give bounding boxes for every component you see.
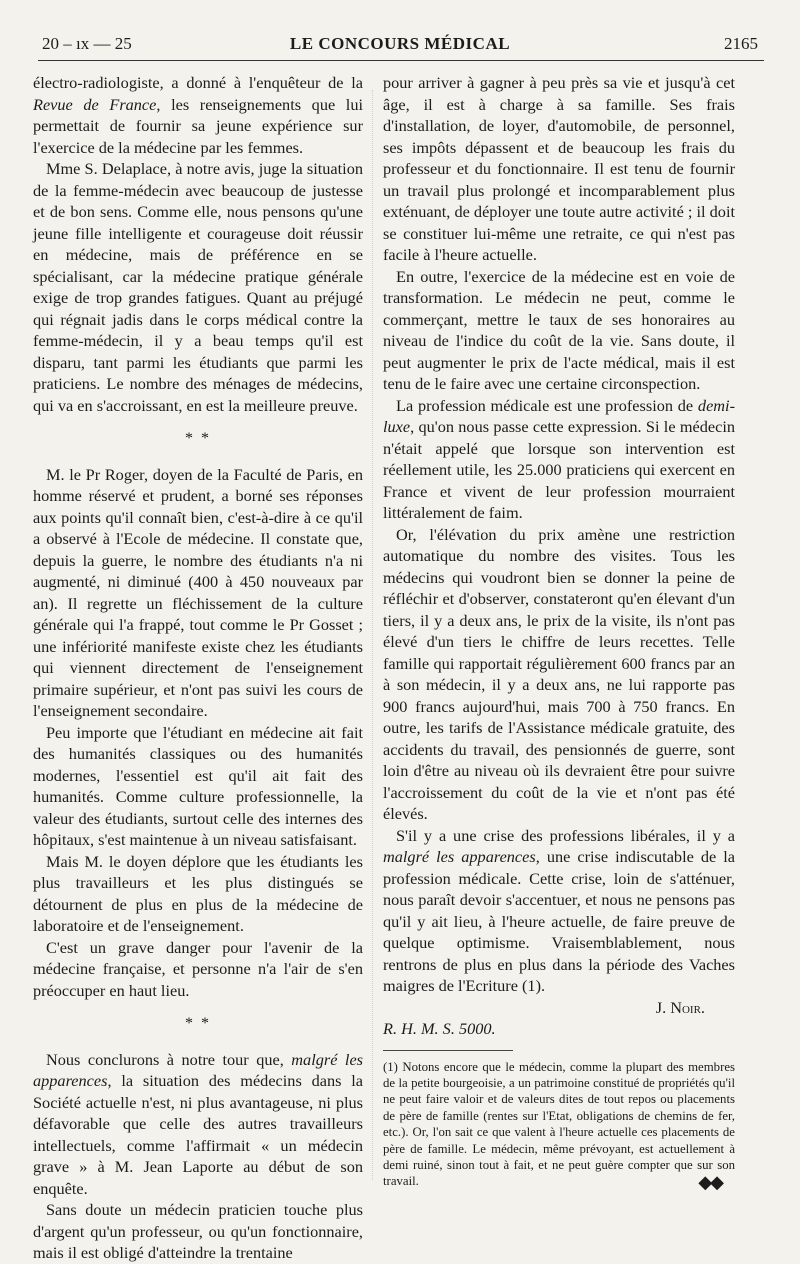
header-rule [38, 60, 764, 61]
right-column [383, 72, 735, 1190]
paragraph: pour arriver à gagner à peu près sa vie et jusqu'à cet âge, il est à charge à sa famille. Ses frais d'installation, de loyer, d'automobile, de personnel, ses impôts dépassent et de beaucoup les frais du professeur et du fonctionnaire. Il est tenu de fournir un travail plus prolongé et incomparablement plus exténuant, de déployer une toute autre activité ; il doit se constituer lui-même une retraite, ce qui n'est pas facile à l'heure actuelle. [383, 73, 735, 264]
end-ornament: ◆◆ [698, 1172, 722, 1192]
paragraph: Sans doute un médecin praticien touche plus d'argent qu'un professeur, ou qu'un fonctionnaire, mais il est obligé d'atteindre la trentaine [33, 1200, 363, 1262]
section-break: * * [185, 430, 211, 447]
section-break: * * [185, 1015, 211, 1032]
paragraph: En outre, l'exercice de la médecine est en voie de transformation. Le médecin ne peut, comme le commerçant, mettre le taux de ses honoraires au niveau de l'indice du coût de la vie. Sans doute, il peut augmenter le prix de l'acte médical, mais il est tenu de le faire avec une certaine circonspection. [383, 266, 735, 393]
paragraph: électro-radiologiste, a donné à l'enquêteur de la Revue de France, les renseignements que lui permettait de fournir sa jeune expérience sur l'exercice de la médecine par les femmes. [33, 73, 363, 157]
journal-title: LE CONCOURS MÉDICAL [289, 34, 511, 53]
issue-date: 20 – ıx — 25 [42, 34, 132, 53]
running-header [40, 30, 760, 56]
page-number: 2165 [724, 34, 758, 53]
paragraph: S'il y a une crise des professions libérales, il y a malgré les apparences, une crise indiscutable de la profession médicale. Cette crise, loin de s'atténuer, nous paraît devoir s'accentuer, et nous ne pensons pas qu'il y ait lieu, à l'heure actuelle, de faire preuve de quelque optimisme. Vraisemblablement, nous rentrons de plus en plus dans la période des Vaches maigres de l'Ecriture (1). [383, 825, 735, 995]
left-column [33, 72, 363, 1264]
footnote: (1) Notons encore que le médecin, comme la plupart des membres de la petite bourgeoisie, a un patrimoine constitué de propriétés qu'il ne peut faire valoir et de valeurs dites de tout repos ou placements de père de famille (rentes sur l'Etat, obligations de chemins de fer, etc.). Or, l'on sait ce que valent à l'heure actuelle ces placements de père de famille. Le médecin, même prévoyant, est actuellement à demi ruiné, sinon tout à fait, et ne peut guère compter que sur son travail. [383, 1059, 735, 1189]
paragraph: Nous conclurons à notre tour que, malgré les apparences, la situation des médecins dans la Société actuelle n'est, ni plus avantageuse, ni plus défavorable que celle des autres travailleurs intellectuels, comme l'affirmait « un médecin grave » à M. Jean Laporte au début de son enquête. [33, 1049, 364, 1198]
paragraph: Peu importe que l'étudiant en médecine ait fait des humanités classiques ou des humanités modernes, l'essentiel est qu'il ait fait des humanités. Comme culture professionnelle, la valeur des étudiants, surtout celle des internes des hôpitaux, s'est maintenue à un niveau satisfaisant. [33, 722, 363, 849]
paragraph: Or, l'élévation du prix amène une restriction automatique du nombre des visites. Tous les médecins qui voudront bien se donner la peine de réfléchir et d'observer, constateront qu'en élevant d'un tiers, il y a deux ans, le prix de la visite, ils n'ont pas élevé d'un tiers le chiffre de leurs recettes. Telle famille qui rapportait régulièrement 600 francs par an à son médecin, il y a deux ans, ne lui rapporte pas 900 francs aujourd'hui, mais 700 à 750 francs. En outre, les tarifs de l'Assistance médicale gratuite, des accidents du travail, des pensionnés de guerre, sont loin d'être au niveau où ils devraient être pour suivre l'accroissement du coût de la vie et n'ont pas été élevés. [383, 524, 735, 823]
column-separator [372, 90, 373, 1180]
reference-code: R. H. M. S. 5000. [383, 1019, 496, 1038]
paragraph: M. le Pr Roger, doyen de la Faculté de Paris, en homme réservé et prudent, a borné ses réponses aux points qu'il connaît bien, c'est-à-dire à ce qu'il a observé à l'Ecole de médecine. Il constate que, depuis la guerre, le nombre des étudiants n'a ni augmenté, ni diminué (400 à 450 nouveaux par an). Il regrette un fléchissement de la culture générale qui l'a frappé, tout comme le Pr Gosset ; une infériorité manifeste existe chez les étudiants qui viennent directement de l'enseignement primaire supérieur, et n'ont pas suivi les cours de l'enseignement secondaire. [33, 464, 363, 720]
paragraph: La profession médicale est une profession de demi-luxe, qu'on nous passe cette expression. Si le médecin n'était appelé que lorsque son intervention est réellement utile, les 25.000 praticiens qui exercent en France et vivent de leur profession mourraient littéralement de faim. [383, 395, 735, 522]
paragraph: C'est un grave danger pour l'avenir de la médecine française, et personne n'a l'air de s'en préoccuper en haut lieu. [33, 937, 363, 1000]
paragraph: Mme S. Delaplace, à notre avis, juge la situation de la femme-médecin avec beaucoup de justesse et de bon sens. Comme elle, nous pensons qu'une jeune fille intelligente et courageuse doit réussir en médecine, mais de préférence en se spécialisant, car la médecine pratique générale exige de trop grandes fatigues. Quant au préjugé qui régnait jadis dans le corps médical contre la femme-médecin, il y a beau temps qu'il est disparu, tant parmi les étudiants que parmi les praticiens. Le nombre des ménages de médecins, qui va en s'accroissant, en est la meilleure preuve. [33, 159, 363, 415]
author-signature: J. Noir. [655, 997, 705, 1017]
paragraph: Mais M. le doyen déplore que les étudiants les plus travailleurs et les plus distingués se détournent de plus en plus de la médecine de laboratoire et de l'enseignement. [33, 851, 363, 935]
footnote-rule [383, 1050, 513, 1051]
